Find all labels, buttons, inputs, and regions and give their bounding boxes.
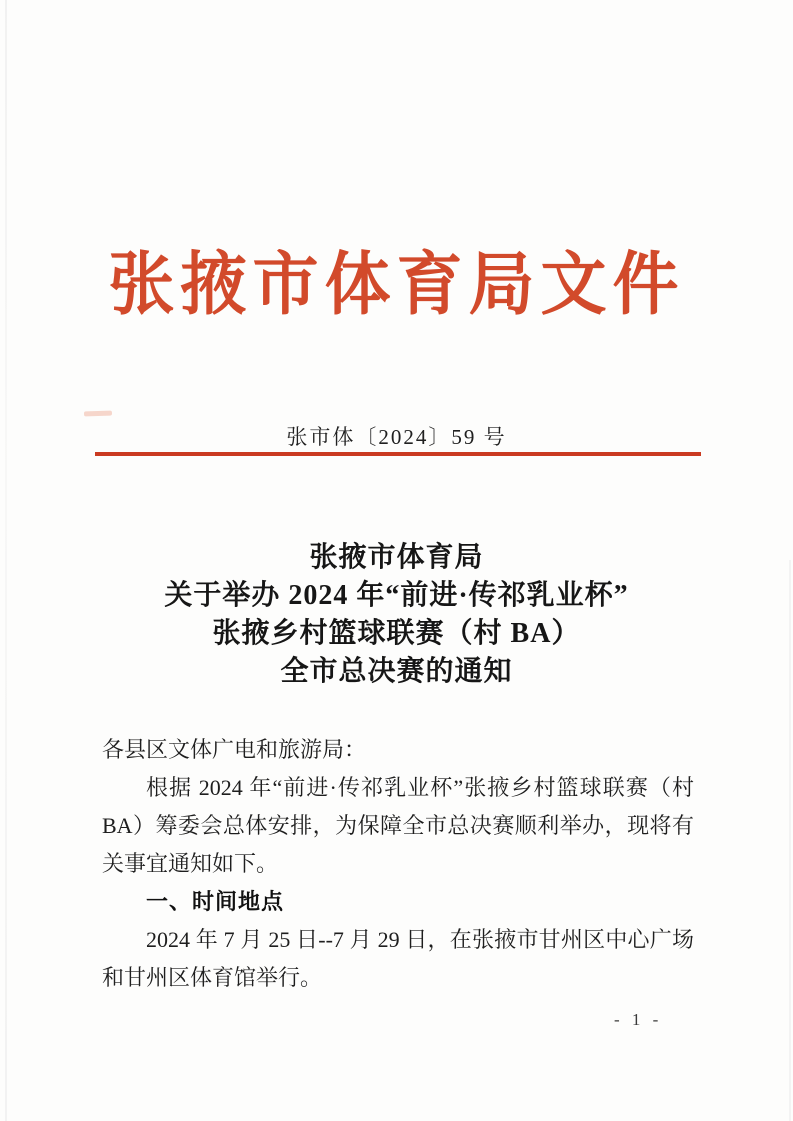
section-heading-time-place: 一、时间地点 <box>146 889 285 914</box>
notice-title-line-1: 张掖市体育局 <box>309 542 484 573</box>
salutation: 各县区文体广电和旅游局： <box>102 737 367 762</box>
red-divider-rule <box>95 452 701 456</box>
notice-title-line-3: 张掖乡村篮球联赛（村 BA） <box>212 618 581 649</box>
page-number: - 1 - <box>614 1010 663 1029</box>
intro-paragraph: 根据 2024 年“前进·传祁乳业杯”张掖乡村篮球联赛（村BA）筹委会总体安排，为保障全市总决赛顺利举办，现将有关事宜通知如下。 <box>102 775 694 876</box>
notice-body <box>102 731 694 997</box>
notice-title-line-4: 全市总决赛的通知 <box>280 656 513 687</box>
document-number: 张市体〔2024〕59 号 <box>286 425 507 449</box>
notice-title <box>0 539 793 691</box>
time-place-paragraph: 2024 年 7 月 25 日--7 月 29 日，在张掖市甘州区中心广场和甘州区体育馆举行。 <box>102 927 694 990</box>
scan-smudge-artifact <box>84 411 112 417</box>
document-header-title: 张掖市体育局文件 <box>108 247 685 324</box>
notice-title-line-2: 关于举办 2024 年“前进·传祁乳业杯” <box>164 580 629 611</box>
